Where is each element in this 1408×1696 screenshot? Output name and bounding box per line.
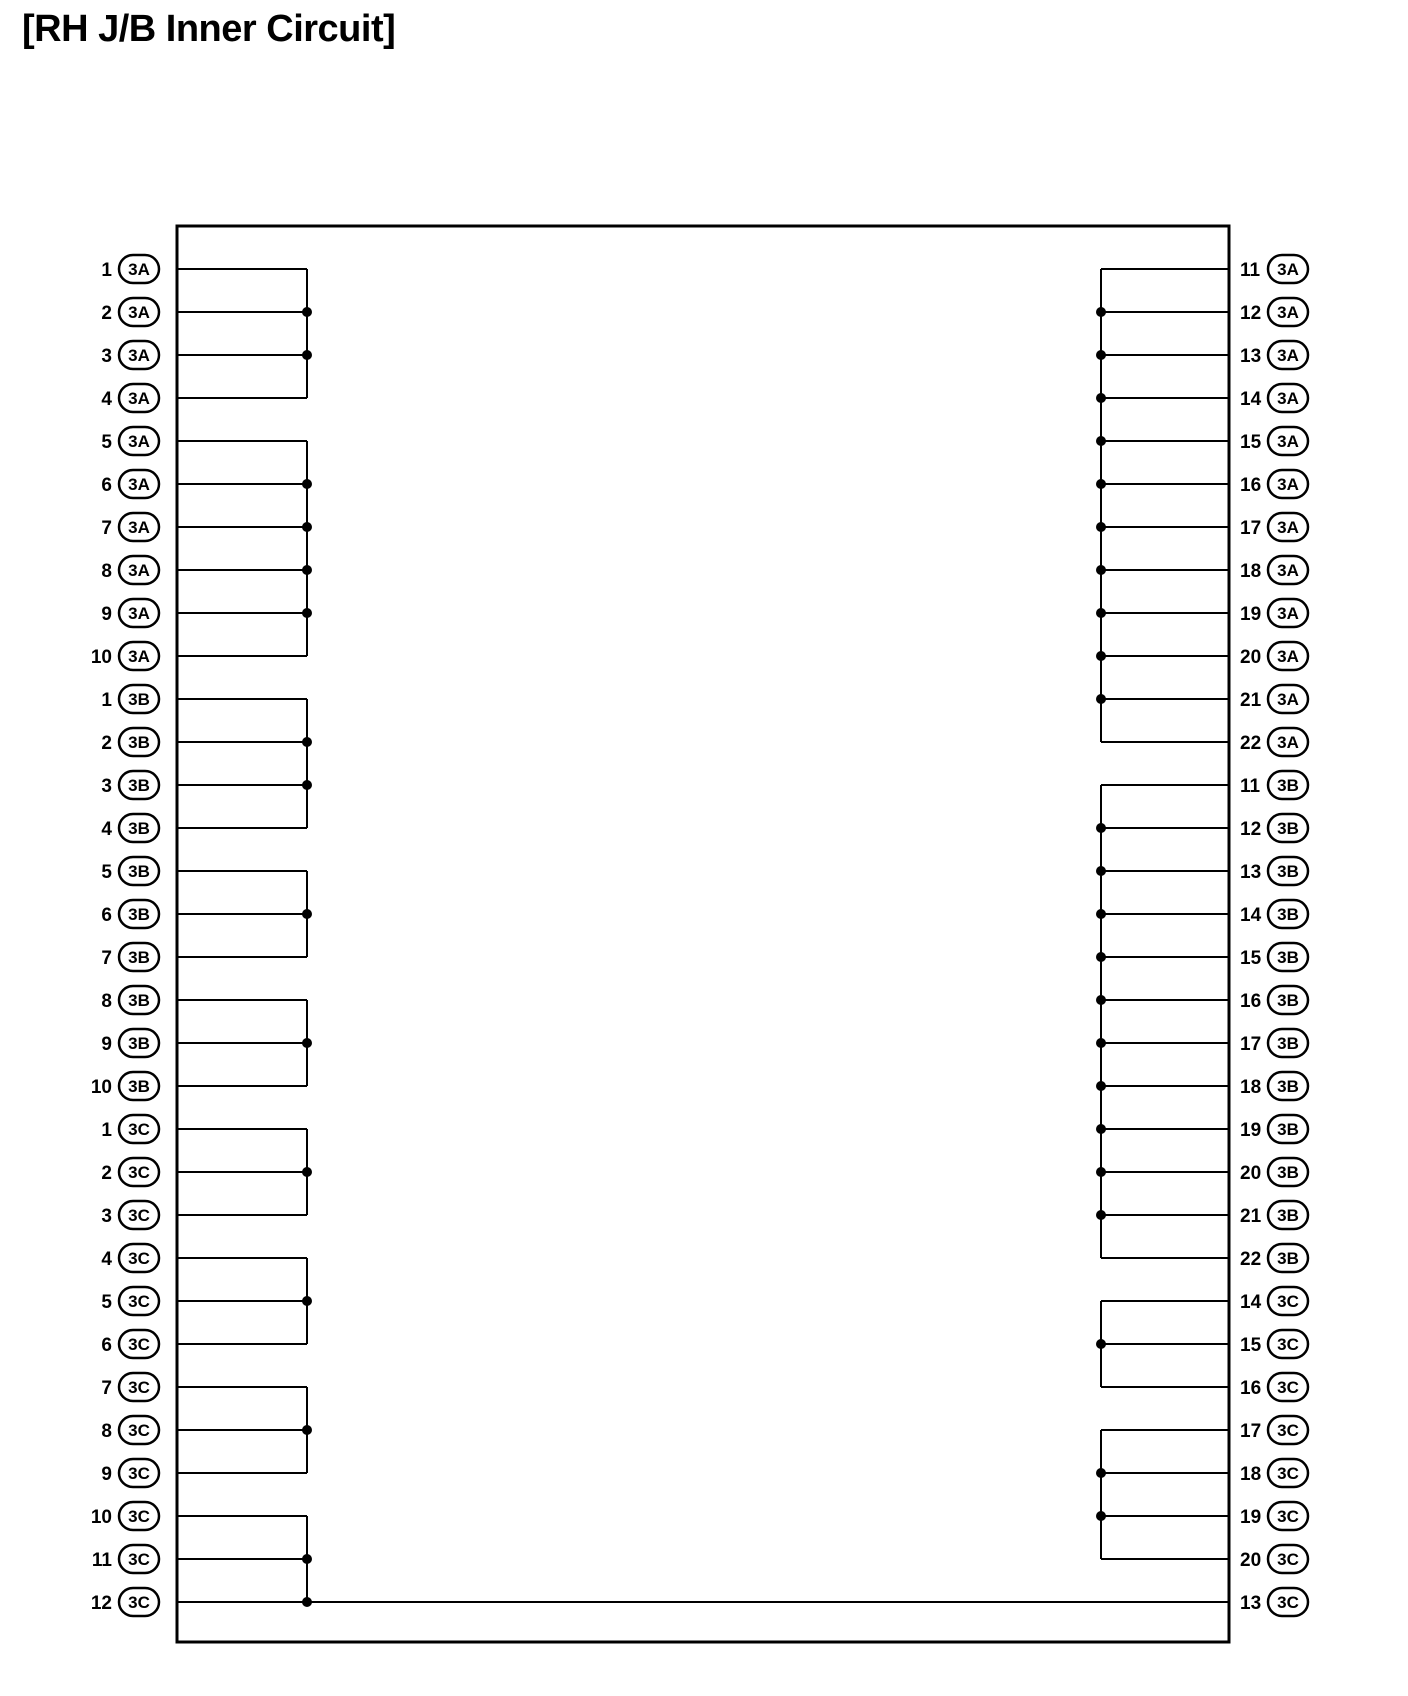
connector-code: 3C bbox=[128, 1421, 150, 1440]
junction-dot bbox=[1096, 1468, 1106, 1478]
junction-dot bbox=[1096, 1038, 1106, 1048]
connector-code: 3A bbox=[128, 303, 150, 322]
pin-label-left-10-3c bbox=[91, 1502, 159, 1530]
pin-number: 11 bbox=[1240, 260, 1261, 281]
left-wire-group-9 bbox=[177, 1516, 1229, 1602]
pin-number: 3 bbox=[101, 346, 112, 367]
connector-code: 3A bbox=[1277, 561, 1299, 580]
pin-number: 13 bbox=[1240, 346, 1262, 367]
pin-number: 16 bbox=[1240, 475, 1262, 496]
connector-code: 3A bbox=[128, 346, 150, 365]
junction-dot bbox=[1096, 1124, 1106, 1134]
connector-code: 3B bbox=[1277, 905, 1299, 924]
right-wire-group-3 bbox=[1101, 1301, 1229, 1387]
junction-dot bbox=[302, 1167, 312, 1177]
pin-label-left-4-3a bbox=[101, 384, 159, 412]
junction-dot bbox=[1096, 608, 1106, 618]
connector-code: 3C bbox=[128, 1593, 150, 1612]
pin-number: 2 bbox=[101, 733, 112, 754]
pin-label-left-5-3c bbox=[101, 1287, 159, 1315]
connector-code: 3B bbox=[1277, 776, 1299, 795]
pin-label-left-6-3b bbox=[101, 900, 159, 928]
pin-label-left-8-3a bbox=[101, 556, 159, 584]
pin-label-left-10-3a bbox=[91, 642, 159, 670]
junction-dot bbox=[302, 1425, 312, 1435]
connector-code: 3A bbox=[128, 561, 150, 580]
junction-dot bbox=[302, 909, 312, 919]
pin-number: 19 bbox=[1240, 604, 1262, 625]
junction-dot bbox=[1096, 1210, 1106, 1220]
pin-number: 4 bbox=[101, 389, 112, 410]
pin-label-left-7-3b bbox=[101, 943, 159, 971]
connector-code: 3C bbox=[128, 1464, 150, 1483]
connector-code: 3A bbox=[1277, 518, 1299, 537]
pin-label-right-11-3a bbox=[1240, 255, 1308, 283]
junction-dot bbox=[302, 737, 312, 747]
pin-number: 8 bbox=[101, 561, 112, 582]
junction-dot bbox=[302, 565, 312, 575]
connector-code: 3B bbox=[1277, 1120, 1299, 1139]
pin-label-right-16-3c bbox=[1240, 1373, 1308, 1401]
pin-number: 1 bbox=[101, 690, 112, 711]
connector-code: 3C bbox=[1277, 1464, 1299, 1483]
pin-number: 11 bbox=[91, 1550, 112, 1571]
connector-code: 3A bbox=[1277, 432, 1299, 451]
connector-code: 3B bbox=[128, 1034, 150, 1053]
pin-number: 16 bbox=[1240, 991, 1262, 1012]
pin-number: 15 bbox=[1240, 1335, 1262, 1356]
pin-number: 12 bbox=[1240, 819, 1262, 840]
pin-number: 14 bbox=[1240, 389, 1262, 410]
connector-code: 3A bbox=[1277, 647, 1299, 666]
connector-code: 3B bbox=[128, 1077, 150, 1096]
pin-label-right-16-3b bbox=[1240, 986, 1308, 1014]
junction-dot bbox=[302, 522, 312, 532]
connector-code: 3C bbox=[128, 1163, 150, 1182]
pin-number: 14 bbox=[1240, 905, 1262, 926]
connector-code: 3C bbox=[128, 1249, 150, 1268]
pin-label-left-4-3c bbox=[101, 1244, 159, 1272]
pin-number: 17 bbox=[1240, 518, 1262, 539]
pin-number: 5 bbox=[101, 1292, 112, 1313]
pin-label-right-17-3c bbox=[1240, 1416, 1308, 1444]
pin-number: 20 bbox=[1240, 647, 1262, 668]
pin-label-right-17-3b bbox=[1240, 1029, 1308, 1057]
pin-label-left-9-3a bbox=[101, 599, 159, 627]
junction-dot bbox=[1096, 866, 1106, 876]
junction-dot bbox=[1096, 522, 1106, 532]
left-wire-group-7 bbox=[177, 1258, 307, 1344]
junction-dot bbox=[1096, 651, 1106, 661]
pin-number: 7 bbox=[101, 1378, 112, 1399]
connector-code: 3B bbox=[128, 862, 150, 881]
connector-code: 3C bbox=[1277, 1292, 1299, 1311]
pin-label-right-22-3b bbox=[1240, 1244, 1308, 1272]
pin-number: 8 bbox=[101, 991, 112, 1012]
connector-code: 3C bbox=[1277, 1507, 1299, 1526]
pin-label-left-5-3b bbox=[101, 857, 159, 885]
connector-code: 3C bbox=[1277, 1335, 1299, 1354]
pin-number: 4 bbox=[101, 819, 112, 840]
pin-label-right-13-3c bbox=[1240, 1588, 1308, 1616]
connector-code: 3A bbox=[128, 432, 150, 451]
connector-code: 3A bbox=[128, 389, 150, 408]
left-wire-group-5 bbox=[177, 1000, 307, 1086]
connector-code: 3B bbox=[1277, 991, 1299, 1010]
pin-label-right-15-3c bbox=[1240, 1330, 1308, 1358]
connector-code: 3C bbox=[1277, 1421, 1299, 1440]
pin-number: 4 bbox=[101, 1249, 112, 1270]
connector-code: 3B bbox=[1277, 1206, 1299, 1225]
pin-label-right-12-3b bbox=[1240, 814, 1308, 842]
connector-code: 3B bbox=[128, 690, 150, 709]
junction-dot bbox=[1096, 1167, 1106, 1177]
wiring-layer bbox=[177, 269, 1229, 1602]
junction-dot bbox=[302, 1554, 312, 1564]
pin-number: 6 bbox=[101, 475, 112, 496]
pin-number: 18 bbox=[1240, 1077, 1262, 1098]
connector-code: 3C bbox=[128, 1292, 150, 1311]
connector-code: 3B bbox=[1277, 819, 1299, 838]
pin-number: 17 bbox=[1240, 1034, 1262, 1055]
pin-number: 14 bbox=[1240, 1292, 1262, 1313]
pin-number: 9 bbox=[101, 604, 112, 625]
pin-label-left-7-3c bbox=[101, 1373, 159, 1401]
pin-label-right-19-3a bbox=[1240, 599, 1308, 627]
pin-label-left-1-3b bbox=[101, 685, 159, 713]
pin-label-left-1-3a bbox=[101, 255, 159, 283]
pin-number: 10 bbox=[90, 647, 112, 668]
connector-code: 3C bbox=[128, 1120, 150, 1139]
junction-dot bbox=[1096, 436, 1106, 446]
pin-label-left-2-3b bbox=[101, 728, 159, 756]
pin-label-right-15-3a bbox=[1240, 427, 1308, 455]
pin-number: 22 bbox=[1240, 1249, 1262, 1270]
junction-dot bbox=[302, 1296, 312, 1306]
pin-number: 3 bbox=[101, 776, 112, 797]
connector-code: 3A bbox=[1277, 733, 1299, 752]
connector-code: 3B bbox=[128, 733, 150, 752]
pin-label-right-19-3c bbox=[1240, 1502, 1308, 1530]
pin-label-right-20-3c bbox=[1240, 1545, 1308, 1573]
pin-label-right-20-3b bbox=[1240, 1158, 1308, 1186]
connector-code: 3A bbox=[1277, 303, 1299, 322]
pin-label-left-8-3c bbox=[101, 1416, 159, 1444]
left-wire-group-6 bbox=[177, 1129, 307, 1215]
pin-label-right-18-3c bbox=[1240, 1459, 1308, 1487]
pin-number: 16 bbox=[1240, 1378, 1262, 1399]
junction-dot bbox=[1096, 694, 1106, 704]
pin-number: 9 bbox=[101, 1034, 112, 1055]
pin-number: 10 bbox=[90, 1077, 112, 1098]
pin-label-right-14-3a bbox=[1240, 384, 1308, 412]
pin-number: 15 bbox=[1240, 948, 1262, 969]
pin-label-right-14-3c bbox=[1240, 1287, 1308, 1315]
right-wire-group-4 bbox=[1101, 1430, 1229, 1559]
junction-dot bbox=[302, 1038, 312, 1048]
connector-code: 3C bbox=[1277, 1593, 1299, 1612]
junction-dot bbox=[1096, 995, 1106, 1005]
junction-dot bbox=[1096, 307, 1106, 317]
pin-label-right-21-3b bbox=[1240, 1201, 1308, 1229]
connector-code: 3A bbox=[1277, 604, 1299, 623]
pin-label-left-2-3a bbox=[101, 298, 159, 326]
connector-code: 3B bbox=[1277, 1163, 1299, 1182]
junction-dot bbox=[1096, 479, 1106, 489]
connector-code: 3A bbox=[128, 604, 150, 623]
pin-label-right-17-3a bbox=[1240, 513, 1308, 541]
junction-dot bbox=[1096, 909, 1106, 919]
junction-dot bbox=[1096, 952, 1106, 962]
connector-code: 3B bbox=[128, 819, 150, 838]
pin-number: 21 bbox=[1240, 1206, 1262, 1227]
pin-label-right-18-3b bbox=[1240, 1072, 1308, 1100]
connector-code: 3A bbox=[1277, 690, 1299, 709]
pin-number: 7 bbox=[101, 948, 112, 969]
pin-label-left-9-3b bbox=[101, 1029, 159, 1057]
pin-number: 2 bbox=[101, 1163, 112, 1184]
junction-dot bbox=[1096, 393, 1106, 403]
connector-code: 3C bbox=[1277, 1378, 1299, 1397]
pin-number: 15 bbox=[1240, 432, 1262, 453]
pin-number: 3 bbox=[101, 1206, 112, 1227]
pin-label-left-11-3c bbox=[92, 1545, 159, 1573]
pin-label-left-5-3a bbox=[101, 427, 159, 455]
pin-label-left-3-3b bbox=[101, 771, 159, 799]
pin-number: 2 bbox=[101, 303, 112, 324]
junction-dot bbox=[1096, 1339, 1106, 1349]
pin-label-left-6-3c bbox=[101, 1330, 159, 1358]
pin-label-right-13-3b bbox=[1240, 857, 1308, 885]
pin-label-right-11-3b bbox=[1240, 771, 1308, 799]
pin-number: 1 bbox=[101, 1120, 112, 1141]
pin-number: 10 bbox=[90, 1507, 112, 1528]
pin-number: 13 bbox=[1240, 862, 1262, 883]
pin-number: 13 bbox=[1240, 1593, 1262, 1614]
connector-code: 3B bbox=[128, 905, 150, 924]
junction-dot bbox=[302, 608, 312, 618]
pin-label-left-10-3b bbox=[91, 1072, 159, 1100]
connector-code: 3B bbox=[128, 991, 150, 1010]
pin-label-right-14-3b bbox=[1240, 900, 1308, 928]
pin-number: 17 bbox=[1240, 1421, 1262, 1442]
connector-code: 3B bbox=[128, 776, 150, 795]
pin-label-left-2-3c bbox=[101, 1158, 159, 1186]
pin-number: 1 bbox=[101, 260, 112, 281]
pin-number: 8 bbox=[101, 1421, 112, 1442]
connector-code: 3B bbox=[1277, 862, 1299, 881]
pin-number: 20 bbox=[1240, 1163, 1262, 1184]
pin-label-left-8-3b bbox=[101, 986, 159, 1014]
connector-code: 3B bbox=[1277, 948, 1299, 967]
pin-label-left-1-3c bbox=[101, 1115, 159, 1143]
connector-code: 3A bbox=[1277, 389, 1299, 408]
pin-number: 21 bbox=[1240, 690, 1262, 711]
pin-number: 12 bbox=[1240, 303, 1262, 324]
pin-label-right-21-3a bbox=[1240, 685, 1308, 713]
left-wire-group-8 bbox=[177, 1387, 307, 1473]
pin-number: 11 bbox=[1240, 776, 1261, 797]
connector-code: 3A bbox=[128, 518, 150, 537]
junction-dot bbox=[1096, 565, 1106, 575]
connector-code: 3C bbox=[128, 1378, 150, 1397]
pin-number: 18 bbox=[1240, 1464, 1262, 1485]
pin-number: 5 bbox=[101, 432, 112, 453]
pin-number: 19 bbox=[1240, 1507, 1262, 1528]
pin-number: 5 bbox=[101, 862, 112, 883]
connector-code: 3A bbox=[128, 475, 150, 494]
pin-label-left-3-3c bbox=[101, 1201, 159, 1229]
pin-number: 20 bbox=[1240, 1550, 1262, 1571]
page-title: [RH J/B Inner Circuit] bbox=[22, 8, 396, 50]
left-wire-group-2 bbox=[177, 441, 307, 656]
connector-code: 3C bbox=[128, 1507, 150, 1526]
pin-number: 22 bbox=[1240, 733, 1262, 754]
connector-code: 3B bbox=[1277, 1034, 1299, 1053]
connector-code: 3C bbox=[1277, 1550, 1299, 1569]
pin-label-right-20-3a bbox=[1240, 642, 1308, 670]
junction-dot bbox=[302, 350, 312, 360]
connector-code: 3B bbox=[128, 948, 150, 967]
pin-label-left-4-3b bbox=[101, 814, 159, 842]
pin-label-right-15-3b bbox=[1240, 943, 1308, 971]
left-wire-group-4 bbox=[177, 871, 307, 957]
pin-label-right-12-3a bbox=[1240, 298, 1308, 326]
junction-dot bbox=[1096, 1081, 1106, 1091]
pin-label-left-12-3c bbox=[91, 1588, 159, 1616]
pin-number: 9 bbox=[101, 1464, 112, 1485]
connector-code: 3B bbox=[1277, 1077, 1299, 1096]
right-wire-group-2 bbox=[1101, 785, 1229, 1258]
pin-label-left-6-3a bbox=[101, 470, 159, 498]
junction-dot bbox=[1096, 823, 1106, 833]
pin-number: 12 bbox=[90, 1593, 112, 1614]
connector-code: 3C bbox=[128, 1550, 150, 1569]
pin-label-left-3-3a bbox=[101, 341, 159, 369]
connector-code: 3A bbox=[128, 260, 150, 279]
junction-block-outline bbox=[177, 226, 1229, 1642]
left-wire-group-1 bbox=[177, 269, 307, 398]
junction-dot bbox=[302, 1597, 312, 1607]
pin-label-right-16-3a bbox=[1240, 470, 1308, 498]
pin-label-right-18-3a bbox=[1240, 556, 1308, 584]
connector-code: 3A bbox=[128, 647, 150, 666]
pin-number: 18 bbox=[1240, 561, 1262, 582]
pin-label-layer bbox=[91, 255, 1308, 1616]
pin-number: 6 bbox=[101, 905, 112, 926]
junction-dot bbox=[302, 479, 312, 489]
left-wire-group-3 bbox=[177, 699, 307, 828]
connector-code: 3A bbox=[1277, 346, 1299, 365]
pin-number: 19 bbox=[1240, 1120, 1262, 1141]
connector-code: 3C bbox=[128, 1335, 150, 1354]
junction-dot bbox=[1096, 350, 1106, 360]
pin-label-right-22-3a bbox=[1240, 728, 1308, 756]
junction-dot bbox=[302, 780, 312, 790]
connector-code: 3A bbox=[1277, 260, 1299, 279]
junction-dot-layer bbox=[302, 307, 1106, 1607]
junction-dot bbox=[1096, 1511, 1106, 1521]
pin-number: 7 bbox=[101, 518, 112, 539]
pin-label-right-19-3b bbox=[1240, 1115, 1308, 1143]
right-wire-group-1 bbox=[1101, 269, 1229, 742]
connector-code: 3C bbox=[128, 1206, 150, 1225]
pin-label-left-7-3a bbox=[101, 513, 159, 541]
junction-dot bbox=[302, 307, 312, 317]
pin-number: 6 bbox=[101, 1335, 112, 1356]
connector-code: 3B bbox=[1277, 1249, 1299, 1268]
pin-label-right-13-3a bbox=[1240, 341, 1308, 369]
connector-code: 3A bbox=[1277, 475, 1299, 494]
pin-label-left-9-3c bbox=[101, 1459, 159, 1487]
